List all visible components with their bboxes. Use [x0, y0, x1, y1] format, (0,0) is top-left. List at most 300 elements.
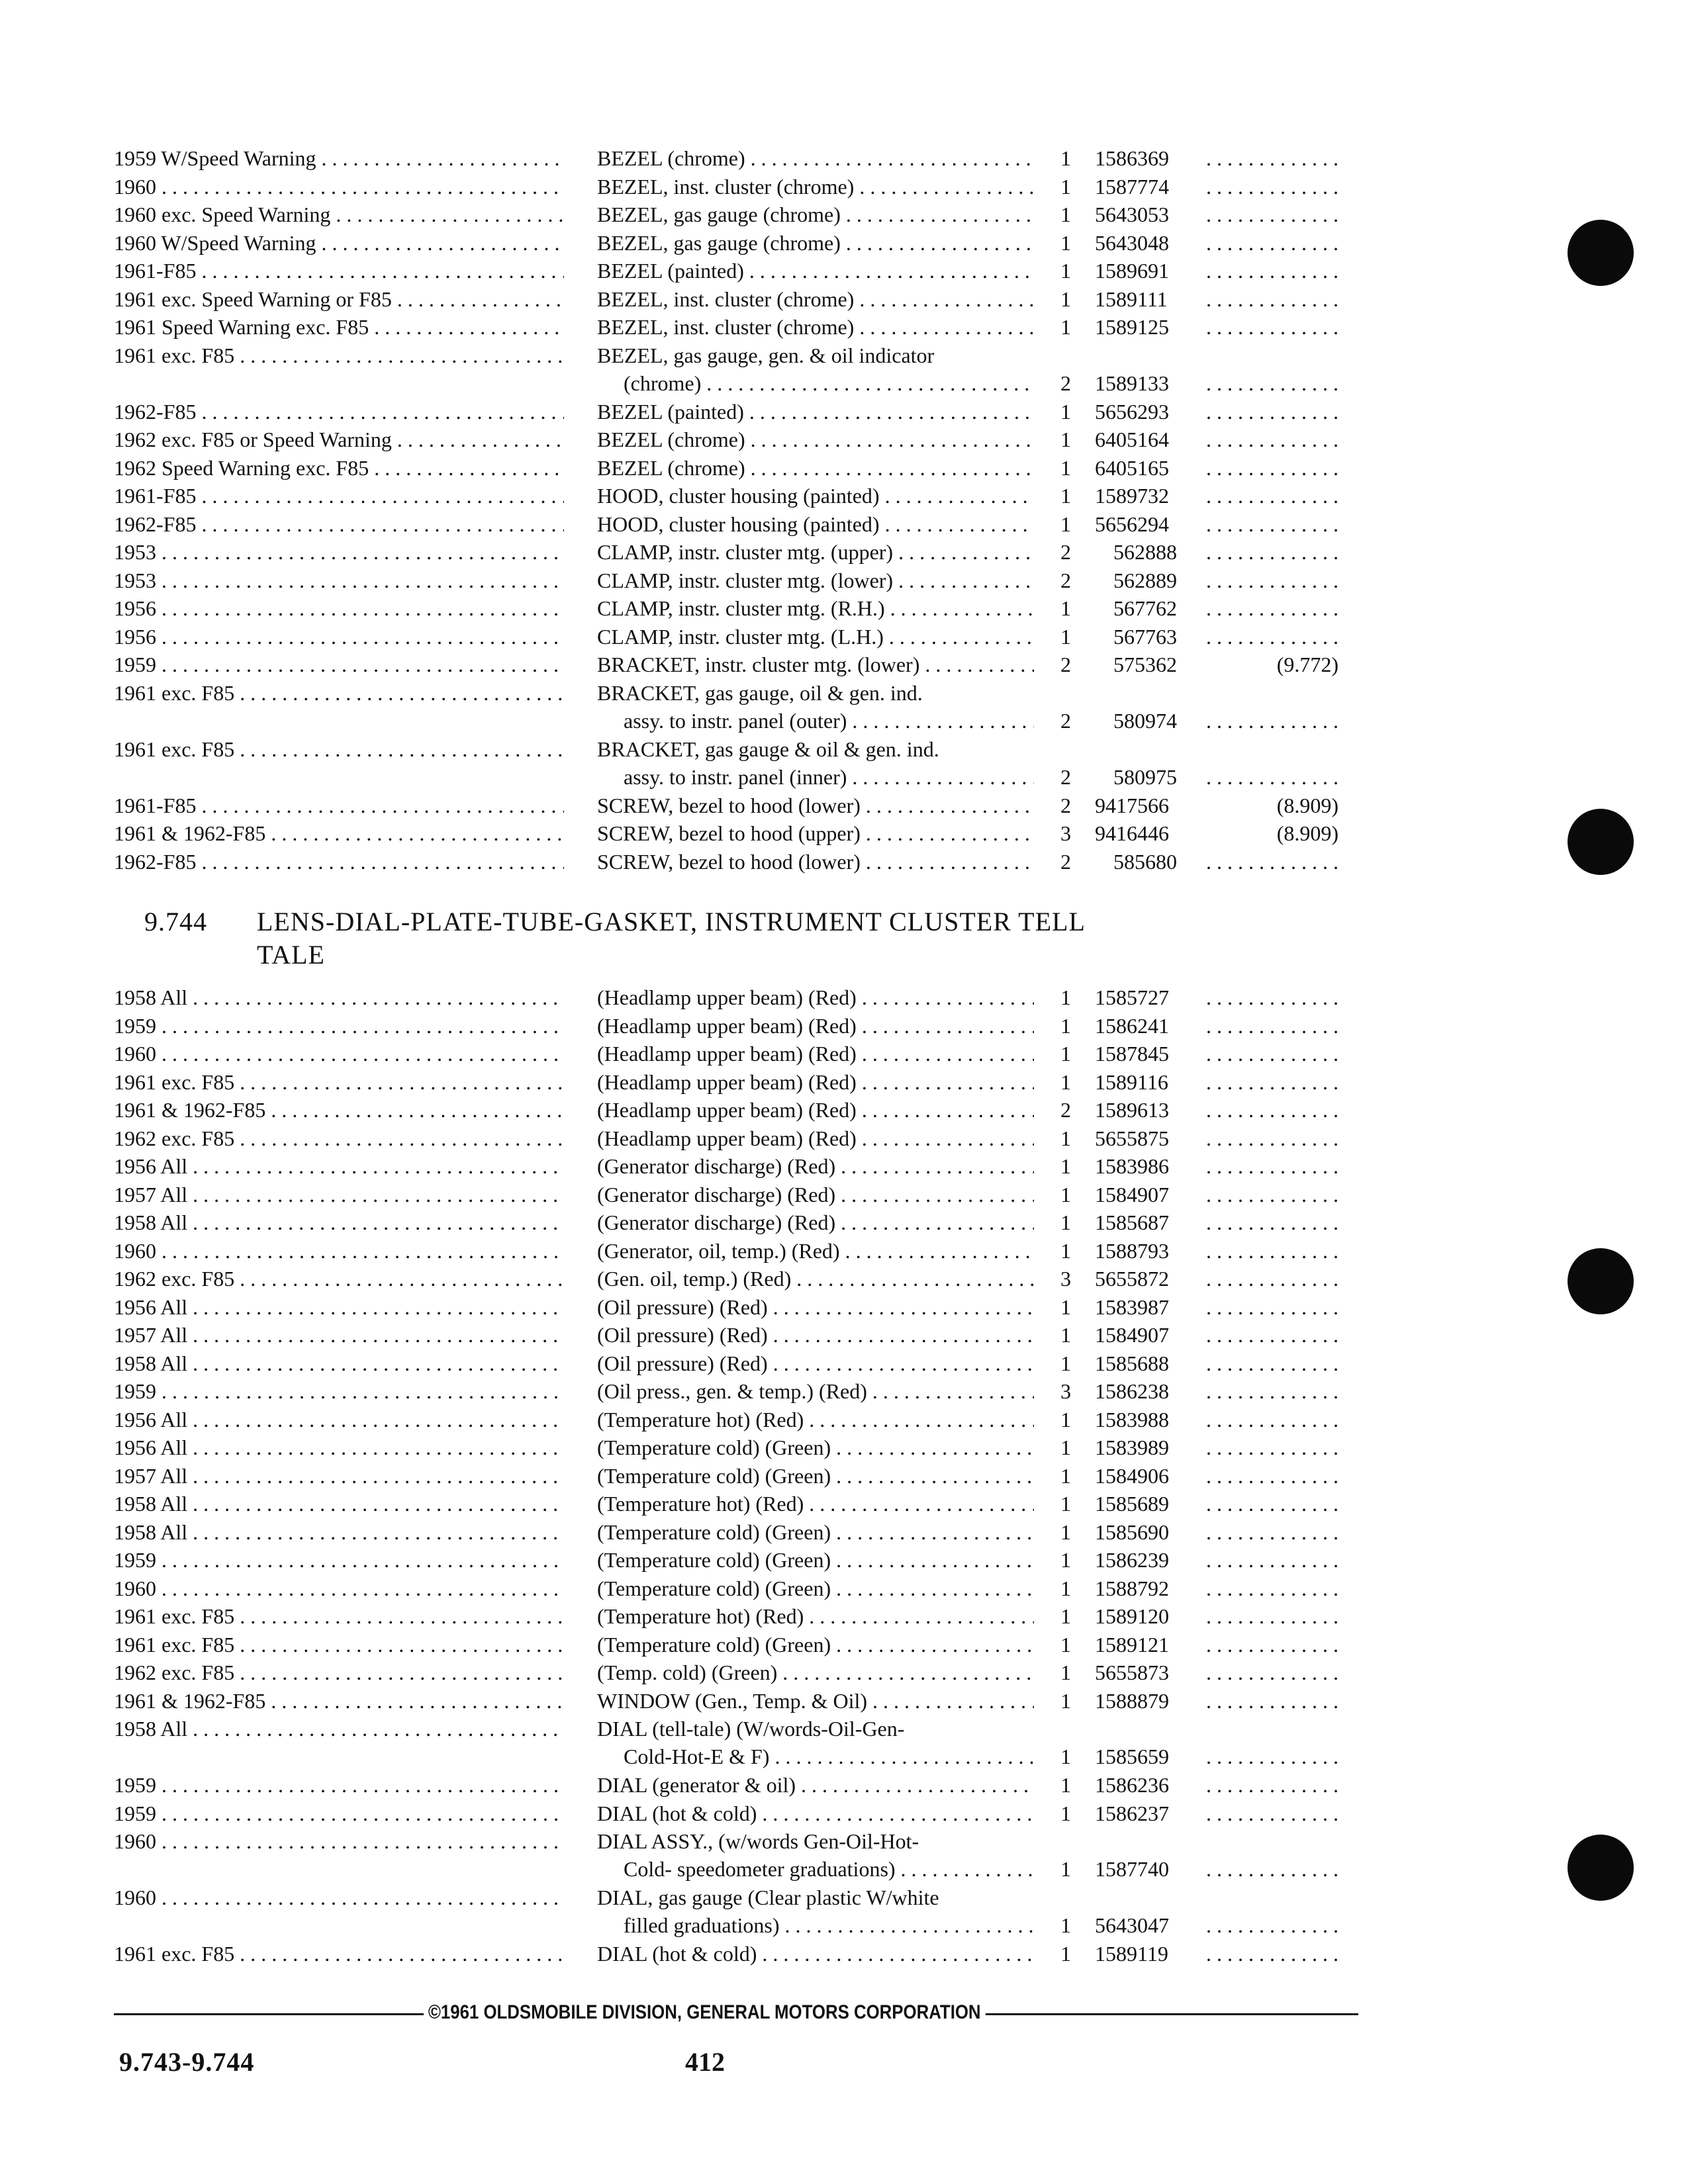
parts-row	[114, 1096, 1353, 1124]
group-ref-cell	[1206, 1659, 1338, 1686]
model-cell: 1958 All . . .	[114, 1715, 564, 1743]
model-cell: 1962 exc. F85 . . .	[114, 1265, 564, 1293]
part-number-cell: 1583987	[1095, 1295, 1169, 1319]
part-name-cell: (Temperature cold) (Green) . . .	[597, 1433, 1034, 1461]
group-ref-cell	[1206, 1518, 1338, 1546]
parts-row	[114, 1631, 1353, 1659]
parts-row	[114, 482, 1353, 510]
group-ref-cell	[1206, 454, 1338, 482]
part-name-cell: BEZEL, gas gauge (chrome) . . .	[597, 201, 1034, 228]
part-name-cell: DIAL (tell-tale) (W/words-Oil-Gen- Cold-Hot-E & F) . . .	[597, 1715, 1034, 1770]
quantity-cell: 1	[1060, 146, 1071, 170]
part-name-cell: BEZEL, inst. cluster (chrome) . . .	[597, 285, 1034, 313]
quantity-cell: 1	[1060, 1661, 1071, 1684]
model-cell: 1956 All . . .	[114, 1406, 564, 1433]
part-number-cell: 5655872	[1095, 1267, 1169, 1291]
part-name-cell: (Temperature cold) (Green) . . .	[597, 1631, 1034, 1659]
part-name-cell: BEZEL, gas gauge, gen. & oil indicator (chrome) . . .	[597, 341, 1034, 397]
part-name-cell: (Headlamp upper beam) (Red) . . .	[597, 1040, 1034, 1068]
quantity-cell: 1	[1060, 1182, 1071, 1206]
quantity-cell: 1	[1060, 1295, 1071, 1319]
part-number-cell: 1587774	[1095, 174, 1169, 199]
quantity-cell: 2	[1060, 653, 1071, 676]
parts-row	[114, 341, 1353, 398]
part-number-cell: 5655873	[1095, 1661, 1169, 1684]
group-ref-cell	[1206, 1855, 1338, 1883]
parts-row	[114, 1068, 1353, 1097]
part-number-cell: 9417566	[1095, 793, 1169, 817]
model-cell: 1960 . . .	[114, 1237, 564, 1265]
part-number-cell: 1583986	[1095, 1154, 1169, 1178]
part-name-cell: SCREW, bezel to hood (lower) . . .	[597, 792, 1034, 819]
part-number-cell: 1586241	[1095, 1013, 1169, 1038]
model-cell: 1962-F85 . . .	[114, 510, 564, 538]
quantity-cell: 2	[1060, 1098, 1071, 1122]
parts-row	[114, 1884, 1353, 1940]
model-cell: 1961 exc. F85 . . .	[114, 679, 564, 707]
group-ref-cell	[1206, 594, 1338, 622]
group-ref-cell	[1206, 313, 1338, 341]
parts-row	[114, 1040, 1353, 1068]
quantity-cell: 1	[1060, 1126, 1071, 1150]
model-cell: 1961-F85 . . .	[114, 792, 564, 819]
page-number: 412	[685, 2047, 725, 2077]
group-ref-cell: (8.909)	[1276, 793, 1338, 817]
parts-row	[114, 1715, 1353, 1771]
group-ref-cell: (9.772)	[1276, 653, 1338, 676]
parts-row	[114, 1321, 1353, 1349]
group-ref-cell	[1206, 1602, 1338, 1630]
group-ref-cell	[1206, 1377, 1338, 1405]
model-cell: 1958 All . . .	[114, 1349, 564, 1377]
part-number-cell: 1589125	[1095, 315, 1169, 339]
group-ref-cell	[1206, 1490, 1338, 1518]
quantity-cell: 1	[1060, 985, 1071, 1009]
part-number-cell: 1587740	[1095, 1857, 1169, 1881]
parts-row	[114, 623, 1353, 651]
section-reference: 9.743-9.744	[119, 2047, 255, 2077]
group-ref-cell	[1206, 426, 1338, 453]
part-name-cell: (Headlamp upper beam) (Red) . . .	[597, 1068, 1034, 1096]
model-cell: 1957 All . . .	[114, 1321, 564, 1349]
model-cell: 1958 All . . .	[114, 1518, 564, 1546]
part-name-cell: BEZEL (painted) . . .	[597, 257, 1034, 285]
group-ref-cell	[1206, 848, 1338, 876]
model-cell: 1962 exc. F85 . . .	[114, 1659, 564, 1686]
part-number-cell: 1586236	[1095, 1773, 1169, 1797]
part-number-cell: 1585690	[1095, 1520, 1169, 1544]
model-cell: 1961 & 1962-F85 . . .	[114, 1096, 564, 1124]
part-number-cell: 1589133	[1095, 371, 1169, 395]
section-title-line1: LENS-DIAL-PLATE-TUBE-GASKET, INSTRUMENT CLUSTER TELL	[257, 907, 1086, 936]
part-name-cell: (Headlamp upper beam) (Red) . . .	[597, 983, 1034, 1011]
group-ref-cell	[1206, 1096, 1338, 1124]
parts-row	[114, 594, 1353, 623]
model-cell: 1959 . . .	[114, 651, 564, 678]
quantity-cell: 1	[1060, 174, 1071, 199]
part-number-cell: 1589613	[1095, 1098, 1169, 1122]
part-number-cell: 1585727	[1095, 985, 1169, 1009]
parts-row	[114, 1124, 1353, 1153]
model-cell: 1961 exc. Speed Warning or F85 . . .	[114, 285, 564, 313]
parts-row	[114, 1208, 1353, 1237]
quantity-cell: 1	[1060, 1801, 1071, 1825]
part-number-cell: 1588792	[1095, 1576, 1169, 1600]
parts-row	[114, 201, 1353, 229]
parts-row	[114, 454, 1353, 482]
group-ref-cell	[1206, 1743, 1338, 1770]
part-name-cell: BEZEL (painted) . . .	[597, 398, 1034, 426]
part-number-cell: 1585688	[1095, 1351, 1169, 1375]
quantity-cell: 1	[1060, 1576, 1071, 1600]
model-cell: 1961 exc. F85 . . .	[114, 1602, 564, 1630]
quantity-cell: 1	[1060, 203, 1071, 226]
quantity-cell: 1	[1060, 1604, 1071, 1628]
part-number-cell: 1584906	[1095, 1463, 1169, 1488]
part-name-cell: (Temperature cold) (Green) . . .	[597, 1518, 1034, 1546]
model-cell: 1956 All . . .	[114, 1152, 564, 1180]
quantity-cell: 2	[1060, 793, 1071, 817]
model-cell: 1958 All . . .	[114, 983, 564, 1011]
part-name-cell: HOOD, cluster housing (painted) . . .	[597, 510, 1034, 538]
parts-row	[114, 1349, 1353, 1378]
part-name-cell: (Temperature hot) (Red) . . .	[597, 1602, 1034, 1630]
part-number-cell: 1589691	[1095, 259, 1169, 283]
quantity-cell: 1	[1060, 484, 1071, 508]
model-cell: 1961-F85 . . .	[114, 482, 564, 510]
group-ref-cell	[1206, 1265, 1338, 1293]
part-number-cell: 580975	[1113, 764, 1177, 789]
group-ref-cell	[1206, 538, 1338, 566]
quantity-cell: 1	[1060, 315, 1071, 339]
quantity-cell: 1	[1060, 1492, 1071, 1516]
parts-row	[114, 679, 1353, 735]
model-cell: 1961 & 1962-F85 . . .	[114, 819, 564, 847]
part-name-cell: (Oil pressure) (Red) . . .	[597, 1321, 1034, 1349]
model-cell: 1961 exc. F85 . . .	[114, 1940, 564, 1968]
model-cell: 1953 . . .	[114, 567, 564, 594]
model-cell: 1959 W/Speed Warning . . .	[114, 144, 564, 172]
part-number-cell: 575362	[1113, 653, 1177, 676]
parts-row	[114, 848, 1353, 876]
part-name-cell: BEZEL (chrome) . . .	[597, 454, 1034, 482]
group-ref-cell	[1206, 369, 1338, 397]
model-cell: 1961 exc. F85 . . .	[114, 1068, 564, 1096]
model-cell: 1962 exc. F85 . . .	[114, 1124, 564, 1152]
quantity-cell: 1	[1060, 512, 1071, 536]
part-number-cell: 1583988	[1095, 1407, 1169, 1432]
quantity-cell: 1	[1060, 428, 1071, 451]
quantity-cell: 1	[1060, 1323, 1071, 1347]
part-number-cell: 5656294	[1095, 512, 1169, 536]
part-number-cell: 1589121	[1095, 1632, 1169, 1657]
group-ref-cell	[1206, 1799, 1338, 1827]
parts-row	[114, 1462, 1353, 1490]
part-name-cell: HOOD, cluster housing (painted) . . .	[597, 482, 1034, 510]
model-cell: 1956 . . .	[114, 594, 564, 622]
quantity-cell: 1	[1060, 1463, 1071, 1488]
parts-table-9-743	[114, 144, 1353, 876]
parts-row	[114, 144, 1353, 173]
quantity-cell: 3	[1060, 821, 1071, 845]
group-ref-cell	[1206, 983, 1338, 1011]
part-number-cell: 1588879	[1095, 1688, 1169, 1713]
binder-hole	[1568, 1835, 1634, 1901]
parts-row	[114, 1602, 1353, 1631]
part-name-cell: (Generator discharge) (Red) . . .	[597, 1208, 1034, 1236]
quantity-cell: 2	[1060, 764, 1071, 789]
model-cell: 1961 Speed Warning exc. F85 . . .	[114, 313, 564, 341]
parts-row	[114, 398, 1353, 426]
model-cell: 1961 & 1962-F85 . . .	[114, 1687, 564, 1715]
part-name-cell: DIAL, gas gauge (Clear plastic W/white filled graduations) . . .	[597, 1884, 1034, 1939]
model-cell: 1960 . . .	[114, 1884, 564, 1911]
parts-row	[114, 1940, 1353, 1968]
part-number-cell: 567763	[1113, 624, 1177, 649]
model-cell: 1959 . . .	[114, 1771, 564, 1799]
part-number-cell: 5643048	[1095, 230, 1169, 255]
model-cell: 1956 All . . .	[114, 1293, 564, 1321]
group-ref-cell	[1206, 1293, 1338, 1321]
copyright-notice: ©1961 OLDSMOBILE DIVISION, GENERAL MOTORS CORPORATION	[424, 2001, 985, 2024]
part-name-cell: BRACKET, instr. cluster mtg. (lower) . . .	[597, 651, 1034, 678]
parts-row	[114, 983, 1353, 1012]
parts-row	[114, 1012, 1353, 1040]
group-ref-cell	[1206, 1406, 1338, 1433]
part-name-cell: BEZEL (chrome) . . .	[597, 144, 1034, 172]
group-ref-cell	[1206, 285, 1338, 313]
part-name-cell: (Oil press., gen. & temp.) (Red) . . .	[597, 1377, 1034, 1405]
part-name-cell: (Headlamp upper beam) (Red) . . .	[597, 1124, 1034, 1152]
group-ref-cell: (8.909)	[1276, 821, 1338, 845]
quantity-cell: 1	[1060, 1520, 1071, 1544]
part-number-cell: 5643053	[1095, 203, 1169, 226]
part-number-cell: 6405165	[1095, 455, 1169, 480]
group-ref-cell	[1206, 1349, 1338, 1377]
part-number-cell: 1589111	[1095, 287, 1168, 311]
group-ref-cell	[1206, 707, 1338, 735]
section-number: 9.744	[144, 907, 207, 936]
model-cell: 1960 . . .	[114, 1827, 564, 1855]
part-number-cell: 562888	[1113, 540, 1177, 564]
part-number-cell: 1586239	[1095, 1548, 1169, 1572]
model-cell: 1956 All . . .	[114, 1433, 564, 1461]
group-ref-cell	[1206, 398, 1338, 426]
part-name-cell: DIAL (generator & oil) . . .	[597, 1771, 1034, 1799]
quantity-cell: 1	[1060, 1351, 1071, 1375]
model-cell: 1961-F85 . . .	[114, 257, 564, 285]
quantity-cell: 1	[1060, 230, 1071, 255]
parts-row	[114, 510, 1353, 539]
quantity-cell: 2	[1060, 540, 1071, 564]
group-ref-cell	[1206, 229, 1338, 257]
part-number-cell: 5656293	[1095, 399, 1169, 424]
part-name-cell: CLAMP, instr. cluster mtg. (lower) . . .	[597, 567, 1034, 594]
part-name-cell: BRACKET, gas gauge, oil & gen. ind. assy. to instr. panel (outer) . . .	[597, 679, 1034, 735]
part-name-cell: (Generator, oil, temp.) (Red) . . .	[597, 1237, 1034, 1265]
part-name-cell: CLAMP, instr. cluster mtg. (upper) . . .	[597, 538, 1034, 566]
part-name-cell: (Gen. oil, temp.) (Red) . . .	[597, 1265, 1034, 1293]
model-cell: 1961 exc. F85 . . .	[114, 735, 564, 763]
model-cell: 1960 exc. Speed Warning . . .	[114, 201, 564, 228]
model-cell: 1961 exc. F85 . . .	[114, 1631, 564, 1659]
part-number-cell: 1588793	[1095, 1238, 1169, 1263]
part-name-cell: BRACKET, gas gauge & oil & gen. ind. assy. to instr. panel (inner) . . .	[597, 735, 1034, 791]
part-number-cell: 1583989	[1095, 1435, 1169, 1459]
parts-row	[114, 285, 1353, 314]
group-ref-cell	[1206, 173, 1338, 201]
parts-row	[114, 1771, 1353, 1799]
part-name-cell: (Temperature hot) (Red) . . .	[597, 1490, 1034, 1518]
parts-row	[114, 735, 1353, 792]
quantity-cell: 2	[1060, 708, 1071, 733]
group-ref-cell	[1206, 201, 1338, 228]
parts-row	[114, 1827, 1353, 1884]
part-number-cell: 1589119	[1095, 1942, 1168, 1966]
part-name-cell: WINDOW (Gen., Temp. & Oil) . . .	[597, 1687, 1034, 1715]
group-ref-cell	[1206, 1631, 1338, 1659]
quantity-cell: 1	[1060, 259, 1071, 283]
group-ref-cell	[1206, 257, 1338, 285]
quantity-cell: 3	[1060, 1379, 1071, 1403]
group-ref-cell	[1206, 1321, 1338, 1349]
quantity-cell: 1	[1060, 1154, 1071, 1178]
part-number-cell: 5655875	[1095, 1126, 1169, 1150]
part-name-cell: (Temperature cold) (Green) . . .	[597, 1574, 1034, 1602]
parts-table-9-744	[114, 983, 1353, 1968]
parts-row	[114, 1687, 1353, 1715]
part-number-cell: 1584907	[1095, 1182, 1169, 1206]
quantity-cell: 1	[1060, 1745, 1071, 1768]
model-cell: 1959 . . .	[114, 1546, 564, 1574]
quantity-cell: 1	[1060, 624, 1071, 649]
model-cell: 1960 . . .	[114, 173, 564, 201]
part-name-cell: (Headlamp upper beam) (Red) . . .	[597, 1012, 1034, 1040]
group-ref-cell	[1206, 1433, 1338, 1461]
model-cell: 1957 All . . .	[114, 1181, 564, 1208]
model-cell: 1962-F85 . . .	[114, 398, 564, 426]
model-cell: 1962-F85 . . .	[114, 848, 564, 876]
part-name-cell: SCREW, bezel to hood (lower) . . .	[597, 848, 1034, 876]
parts-row	[114, 1237, 1353, 1265]
group-ref-cell	[1206, 1181, 1338, 1208]
quantity-cell: 1	[1060, 287, 1071, 311]
parts-row	[114, 651, 1353, 679]
model-cell: 1962 Speed Warning exc. F85 . . .	[114, 454, 564, 482]
group-ref-cell	[1206, 1940, 1338, 1968]
model-cell: 1960 W/Speed Warning . . .	[114, 229, 564, 257]
quantity-cell: 1	[1060, 1688, 1071, 1713]
group-ref-cell	[1206, 1068, 1338, 1096]
model-cell: 1960 . . .	[114, 1040, 564, 1068]
part-name-cell: (Generator discharge) (Red) . . .	[597, 1181, 1034, 1208]
model-cell: 1958 All . . .	[114, 1490, 564, 1518]
group-ref-cell	[1206, 1546, 1338, 1574]
quantity-cell: 2	[1060, 849, 1071, 874]
model-cell: 1957 All . . .	[114, 1462, 564, 1490]
group-ref-cell	[1206, 1771, 1338, 1799]
binder-hole	[1568, 809, 1634, 875]
part-name-cell: (Temperature hot) (Red) . . .	[597, 1406, 1034, 1433]
binder-hole	[1568, 1248, 1634, 1314]
part-number-cell: 1586369	[1095, 146, 1169, 170]
part-name-cell: DIAL (hot & cold) . . .	[597, 1799, 1034, 1827]
parts-row	[114, 1152, 1353, 1181]
parts-row	[114, 257, 1353, 285]
group-ref-cell	[1206, 144, 1338, 172]
parts-row	[114, 426, 1353, 454]
group-ref-cell	[1206, 510, 1338, 538]
quantity-cell: 1	[1060, 1210, 1071, 1234]
part-name-cell: (Temp. cold) (Green) . . .	[597, 1659, 1034, 1686]
quantity-cell: 1	[1060, 1773, 1071, 1797]
model-cell: 1961 exc. F85 . . .	[114, 341, 564, 369]
quantity-cell: 2	[1060, 568, 1071, 592]
quantity-cell: 1	[1060, 1069, 1071, 1094]
model-cell: 1958 All . . .	[114, 1208, 564, 1236]
part-name-cell: BEZEL (chrome) . . .	[597, 426, 1034, 453]
group-ref-cell	[1206, 1124, 1338, 1152]
group-ref-cell	[1206, 1911, 1338, 1939]
part-number-cell: 5643047	[1095, 1913, 1169, 1937]
model-cell: 1959 . . .	[114, 1799, 564, 1827]
part-name-cell: CLAMP, instr. cluster mtg. (R.H.) . . .	[597, 594, 1034, 622]
parts-row	[114, 173, 1353, 201]
quantity-cell: 1	[1060, 1435, 1071, 1459]
model-cell: 1960 . . .	[114, 1574, 564, 1602]
part-number-cell: 580974	[1113, 708, 1177, 733]
part-name-cell: BEZEL, inst. cluster (chrome) . . .	[597, 173, 1034, 201]
model-cell: 1956 . . .	[114, 623, 564, 651]
part-number-cell: 1585687	[1095, 1210, 1169, 1234]
part-number-cell: 1584907	[1095, 1323, 1169, 1347]
group-ref-cell	[1206, 763, 1338, 791]
model-cell: 1959 . . .	[114, 1377, 564, 1405]
part-number-cell: 1589120	[1095, 1604, 1169, 1628]
group-ref-cell	[1206, 1012, 1338, 1040]
model-cell: 1959 . . .	[114, 1012, 564, 1040]
quantity-cell: 1	[1060, 455, 1071, 480]
quantity-cell: 1	[1060, 1407, 1071, 1432]
parts-row	[114, 1377, 1353, 1406]
part-number-cell: 9416446	[1095, 821, 1169, 845]
group-ref-cell	[1206, 623, 1338, 651]
part-number-cell: 1587845	[1095, 1042, 1169, 1066]
group-ref-cell	[1206, 1152, 1338, 1180]
part-name-cell: BEZEL, inst. cluster (chrome) . . .	[597, 313, 1034, 341]
part-number-cell: 562889	[1113, 568, 1177, 592]
parts-row	[114, 1265, 1353, 1293]
part-name-cell: SCREW, bezel to hood (upper) . . .	[597, 819, 1034, 847]
part-number-cell: 585680	[1113, 849, 1177, 874]
part-name-cell: BEZEL, gas gauge (chrome) . . .	[597, 229, 1034, 257]
parts-row	[114, 792, 1353, 820]
part-number-cell: 1589732	[1095, 484, 1169, 508]
parts-row	[114, 1490, 1353, 1518]
parts-row	[114, 1546, 1353, 1574]
group-ref-cell	[1206, 1040, 1338, 1068]
parts-row	[114, 819, 1353, 848]
binder-hole	[1568, 220, 1634, 286]
quantity-cell: 1	[1060, 1857, 1071, 1881]
parts-row	[114, 1574, 1353, 1603]
parts-row	[114, 1181, 1353, 1209]
quantity-cell: 1	[1060, 1942, 1071, 1966]
parts-row	[114, 313, 1353, 341]
part-name-cell: (Headlamp upper beam) (Red) . . .	[597, 1096, 1034, 1124]
part-number-cell: 6405164	[1095, 428, 1169, 451]
quantity-cell: 3	[1060, 1267, 1071, 1291]
